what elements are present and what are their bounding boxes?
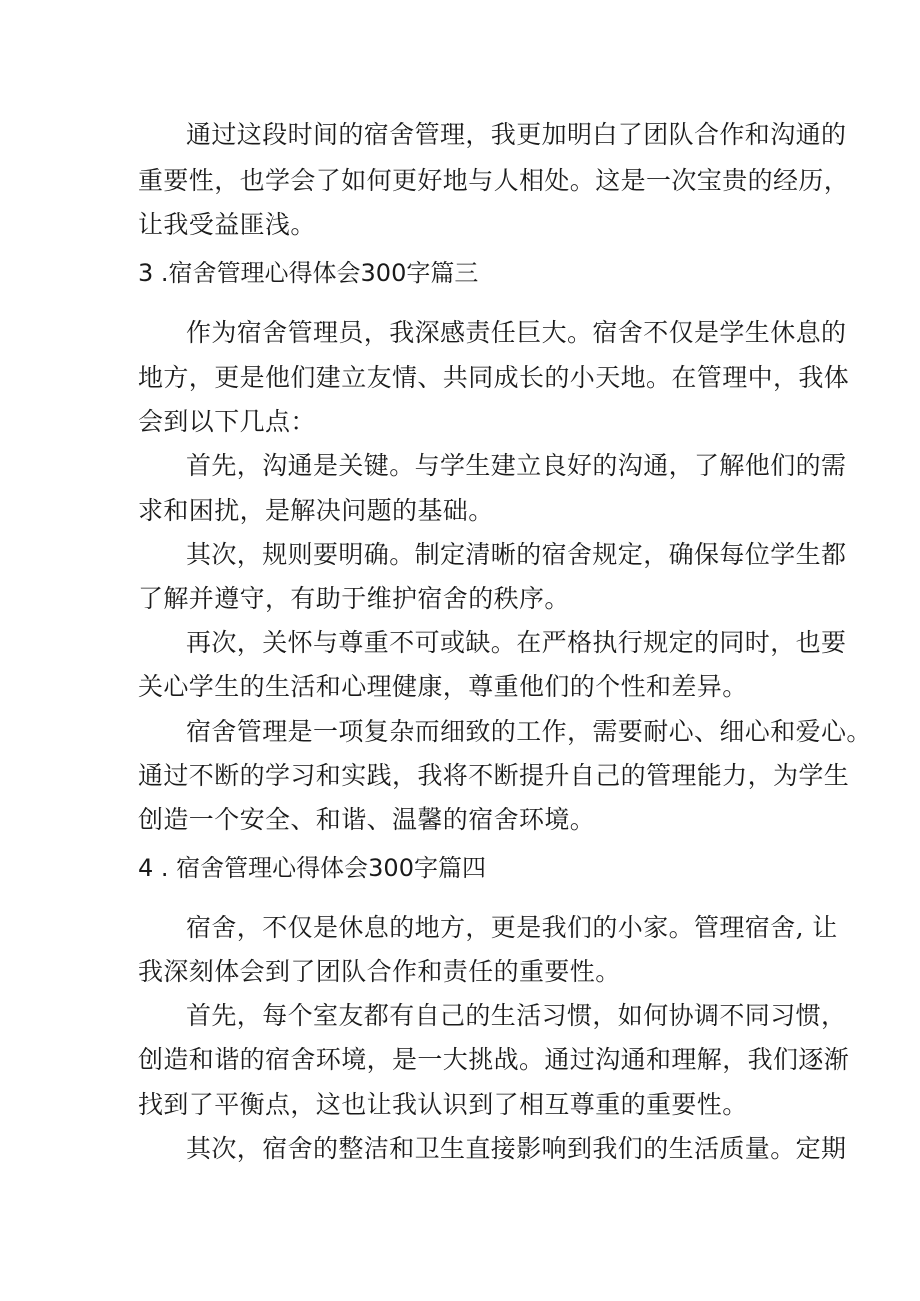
s3-p1-line-2: 地方，更是他们建立友情、共同成长的小天地。在管理中，我体	[138, 363, 850, 392]
intro-line-3: 让我受益匪浅。	[138, 210, 316, 239]
s3-p1-line-1: 作为宿舍管理员，我深感责任巨大。宿舍不仅是学生休息的	[186, 318, 847, 347]
s4-p3-line-1: 其次，宿舍的整洁和卫生直接影响到我们的生活质量。定期	[186, 1134, 847, 1163]
s3-p4-line-1: 再次，关怀与尊重不可或缺。在严格执行规定的同时，也要	[186, 628, 847, 657]
s4-p2-line-1: 首先，每个室友都有自己的生活习惯，如何协调不同习惯，	[186, 1001, 847, 1030]
intro-line-2: 重要性，也学会了如何更好地与人相处。这是一次宝贵的经历，	[138, 166, 850, 195]
s4-p2-line-3: 找到了平衡点，这也让我认识到了相互尊重的重要性。	[138, 1090, 748, 1119]
s3-p5-line-1: 宿舍管理是一项复杂而细致的工作，需要耐心、细心和爱心。	[186, 717, 872, 746]
s3-p3-line-1: 其次，规则要明确。制定清晰的宿舍规定，确保每位学生都	[186, 540, 847, 569]
s4-p2-line-2: 创造和谐的宿舍环境，是一大挑战。通过沟通和理解，我们逐渐	[138, 1045, 850, 1074]
section-4-heading: 4 . 宿舍管理心得体会300字篇四	[138, 854, 486, 882]
s3-p1-line-3: 会到以下几点：	[138, 407, 316, 436]
s3-p3-line-2: 了解并遵守，有助于维护宿舍的秩序。	[138, 584, 570, 613]
s4-p1-line-2: 我深刻体会到了团队合作和责任的重要性。	[138, 957, 621, 986]
s3-p4-line-2: 关心学生的生活和心理健康，尊重他们的个性和差异。	[138, 672, 748, 701]
s4-p1-line-1: 宿舍，不仅是休息的地方，更是我们的小家。管理宿舍, 让	[186, 913, 838, 942]
s3-p5-line-3: 创造一个安全、和谐、温馨的宿舍环境。	[138, 805, 596, 834]
s3-p5-line-2: 通过不断的学习和实践，我将不断提升自己的管理能力，为学生	[138, 761, 850, 790]
section-3-heading: 3 .宿舍管理心得体会300字篇三	[138, 259, 479, 287]
s3-p2-line-1: 首先，沟通是关键。与学生建立良好的沟通，了解他们的需	[186, 451, 847, 480]
intro-line-1: 通过这段时间的宿舍管理，我更加明白了团队合作和沟通的	[186, 120, 847, 149]
s3-p2-line-2: 求和困扰，是解决问题的基础。	[138, 496, 494, 525]
